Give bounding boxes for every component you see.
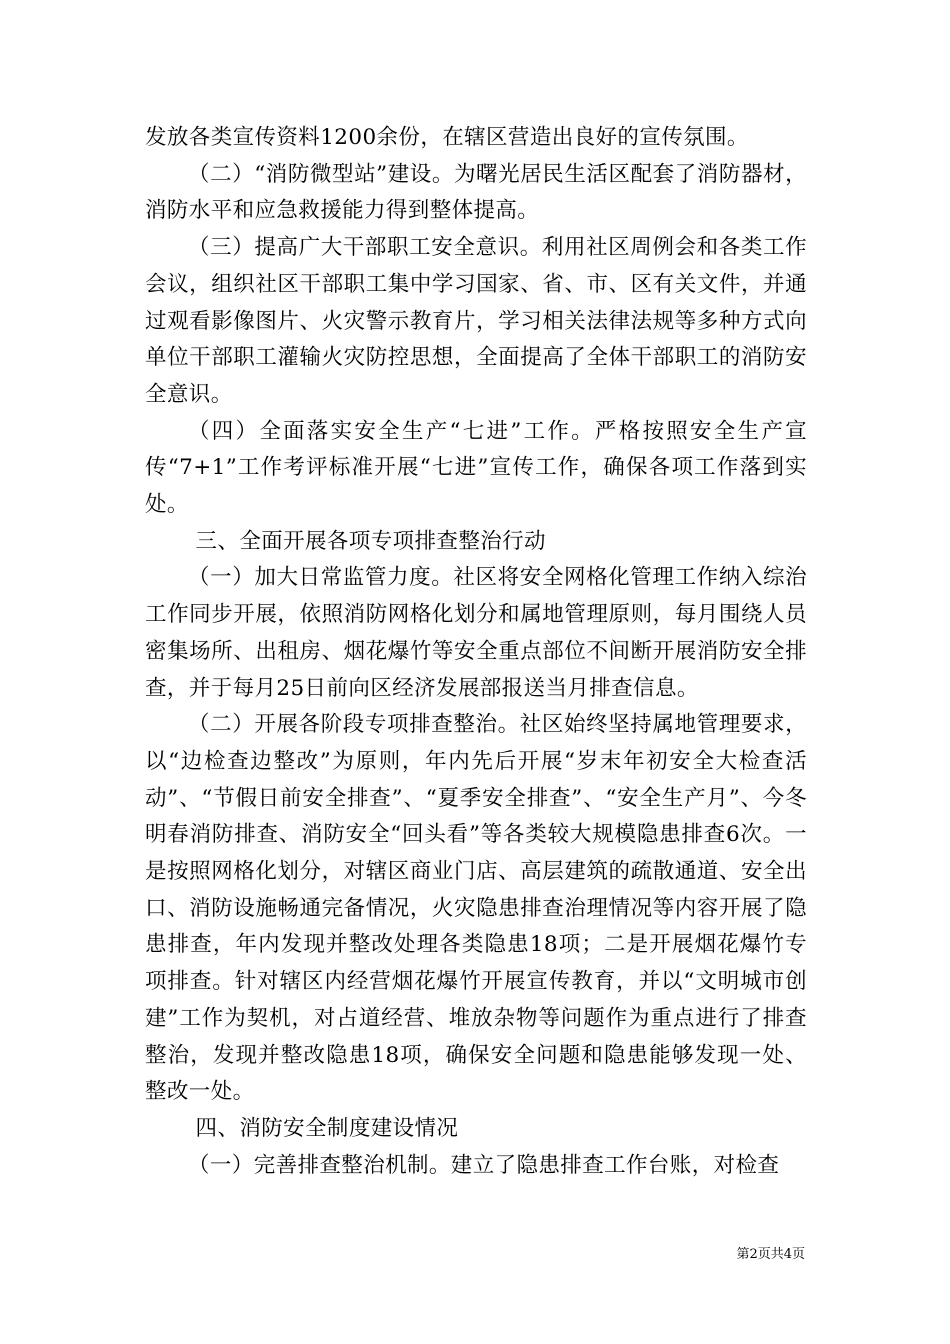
paragraph-special-inspection: （二）开展各阶段专项排查整治。社区始终坚持属地管理要求，以“边检查边整改”为原则，年内先后开展“岁末年初安全大检查活动”、“节假日前安全排查”、“夏季安全排查”、“安全生产月”、今冬明春消防排查、消防安全“回头看”等各类较大规模隐患排查6次。一是按照网格化划分，对辖区商业门店、高层建筑的疏散通道、安全出口、消防设施畅通完备情况，火灾隐患排查治理情况等内容开展了隐患排查，年内发现并整改处理各类隐患18项；二是开展烟花爆竹专项排查。针对辖区内经营烟花爆竹开展宣传教育，并以“文明城市创建”工作为契机，对占道经营、堆放杂物等问题作为重点进行了排查整治，发现并整改隐患18项，确保安全问题和隐患能够发现一处、整改一处。 <box>145 712 807 1105</box>
paragraph-daily-supervision: （一）加大日常监管力度。社区将安全网格化管理工作纳入综治工作同步开展，依照消防网格化划分和属地管理原则，每月围绕人员密集场所、出租房、烟花爆竹等安全重点部位不间断开展消防安全排查，并于每月25日前向区经济发展部报送当月排查信息。 <box>145 565 807 701</box>
document-body <box>145 120 807 1184</box>
paragraph-continuation: 发放各类宣传资料1200余份，在辖区营造出良好的宣传氛围。 <box>145 125 749 150</box>
section-heading-4: 四、消防安全制度建设情况 <box>195 1115 459 1141</box>
paragraph-fire-micro-station: （二）“消防微型站”建设。为曙光居民生活区配套了消防器材，消防水平和应急救援能力得到整体提高。 <box>145 161 807 224</box>
paragraph-seven-entries: （四）全面落实安全生产“七进”工作。严格按照安全生产宣传“7+1”工作考评标准开展“七进”宣传工作，确保各项工作落到实处。 <box>145 418 807 518</box>
paragraph-inspection-mechanism: （一）完善排查整治机制。建立了隐患排查工作台账，对检查 <box>188 1152 780 1178</box>
section-heading-3: 三、全面开展各项专项排查整治行动 <box>195 528 546 554</box>
page-number: 第2页共4页 <box>736 1247 805 1262</box>
paragraph-staff-safety-awareness: （三）提高广大干部职工安全意识。利用社区周例会和各类工作会议，组织社区干部职工集中学习国家、省、市、区有关文件，并通过观看影像图片、火灾警示教育片，学习相关法律法规等多种方式向单位干部职工灌输火灾防控思想，全面提高了全体干部职工的消防安全意识。 <box>145 235 807 407</box>
